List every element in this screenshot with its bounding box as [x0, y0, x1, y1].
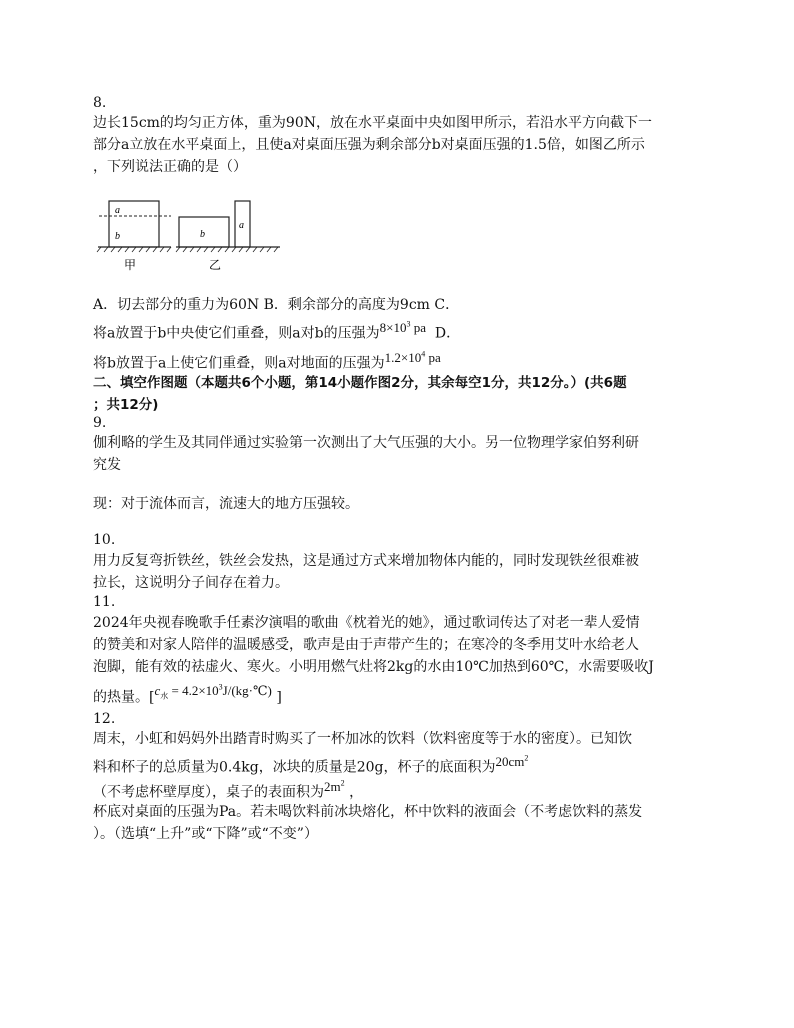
question-8-number: 8.	[93, 95, 107, 111]
figure-yi	[176, 201, 280, 272]
label-a-yi: a	[239, 220, 244, 231]
question-9-number: 9.	[93, 415, 107, 431]
label-a-jia: a	[115, 205, 120, 216]
ground-hatch-yi	[176, 247, 278, 252]
question-8-line-3: ，下列说法正确的是（）	[93, 159, 247, 175]
question-12-line-1: 周末，小虹和妈妈外出踏青时购买了一杯加冰的饮料（饮料密度等于水的密度）。已知饮	[93, 731, 632, 747]
question-9-line-2: 究发	[93, 457, 121, 473]
question-8-line-2: 部分a立放在水平桌面上，且使a对桌面压强为剩余部分b对桌面压强的1.5倍，如图乙所示	[93, 137, 645, 153]
question-9-line-3: 现：对于流体而言，流速大的地方压强较。	[93, 496, 359, 512]
question-11-number: 11.	[93, 594, 116, 610]
question-12-line-5: ）。（选填“上升”或“下降”或“不变”）	[93, 826, 318, 842]
specific-heat-formula: $c_水$ = $4.2\times 10^3J/(kg\cdot℃)$	[154, 683, 272, 701]
question-12-line-3: （不考虑杯壁厚度），桌子的表面积为$2m^2$ ，	[93, 779, 364, 801]
option-d-text: 将b放置于a上使它们重叠，则a对地面的压强为	[93, 355, 385, 372]
option-c-text: 将a放置于b中央使它们重叠，则a对b的压强为	[93, 325, 380, 342]
option-d-label: D．	[434, 325, 461, 342]
label-yi: 乙	[209, 258, 222, 272]
label-jia: 甲	[124, 258, 137, 272]
question-8-options-ab: A．切去部分的重力为60N B．剩余部分的高度为9cm C．	[93, 297, 460, 313]
question-11-line-4: 的热量。[$c_水$ = $4.2\times 10^3J/(kg\cdot℃)$ ]	[93, 683, 282, 706]
question-8-figure	[96, 196, 286, 278]
question-12-number: 12.	[93, 711, 116, 727]
question-12-line-4: 杯底对桌面的压强为Pa。若未喝饮料前冰块熔化，杯中饮料的液面会（不考虑饮料的蒸发	[93, 804, 643, 820]
question-12-line-2: 料和杯子的总质量为0.4kg，冰块的质量是20g，杯子的底面积为$20cm^2$	[93, 754, 529, 776]
question-10-line-1: 用力反复弯折铁丝，铁丝会发热，这是通过方式来增加物体内能的，同时发现铁丝很难被	[93, 553, 639, 569]
figure-jia	[97, 201, 171, 272]
question-8-option-c	[93, 320, 460, 343]
ground-hatch-jia	[97, 247, 171, 252]
question-11-line-1: 2024年央视春晚歌手任素汐演唱的歌曲《枕着光的她》，通过歌词传达了对老一辈人爱情	[93, 615, 640, 631]
option-d-math: $1.2\times 10^4$ pa	[384, 350, 441, 366]
table-area: $2m^2$	[324, 779, 345, 795]
section-2-heading-line-2: ；共12分)	[93, 397, 159, 413]
question-8-line-1: 边长15cm的均匀正方体，重为90N，放在水平桌面中央如图甲所示，若沿水平方向截下一	[93, 115, 652, 131]
option-c-math: $8\times 10^3$ pa	[379, 320, 426, 336]
section-2-heading-line-1: 二、填空作图题（本题共6个小题，第14小题作图2分，其余每空1分，共12分。）(共6题	[93, 375, 627, 391]
label-b-jia: b	[115, 231, 120, 242]
cup-base-area: $20cm^2$	[495, 754, 529, 770]
question-11-line-3: 泡脚，能有效的祛虚火、寒火。小明用燃气灶将2kg的水由10℃加热到60℃，水需要吸收J	[93, 659, 654, 675]
question-10-number: 10.	[93, 532, 116, 548]
label-b-yi: b	[200, 229, 205, 240]
question-10-line-2: 拉长，这说明分子间存在着力。	[93, 575, 289, 591]
question-9-line-1: 伽利略的学生及其同伴通过实验第一次测出了大气压强的大小。另一位物理学家伯努利研	[93, 435, 639, 451]
question-11-line-2: 的赞美和对家人陪伴的温暖感受，歌声是由于声带产生的；在寒冷的冬季用艾叶水给老人	[93, 637, 639, 653]
question-8-option-d	[93, 350, 441, 373]
